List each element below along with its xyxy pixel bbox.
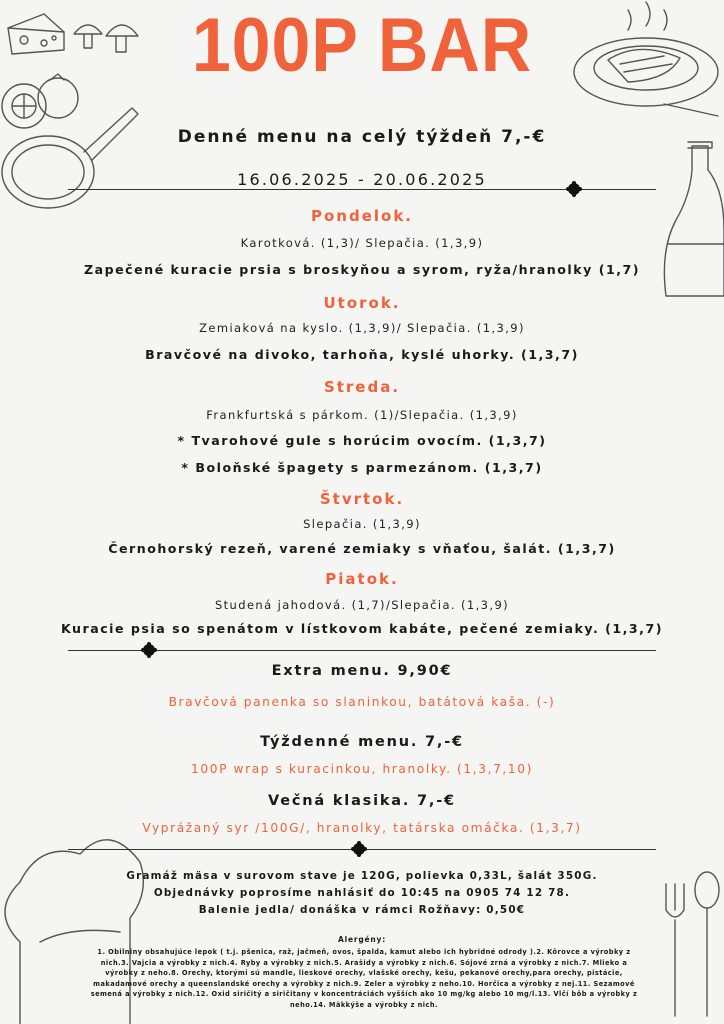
soup-friday: Studená jahodová. (1,7)/Slepačia. (1,3,9) bbox=[214, 598, 510, 612]
soup-monday: Karotková. (1,3)/ Slepačia. (1,3,9) bbox=[240, 236, 484, 250]
main-wednesday-2: * Boloňské špagety s parmezánom. (1,3,7) bbox=[181, 460, 543, 475]
menu-subtitle: Denné menu na celý týždeň 7,-€ bbox=[177, 127, 547, 147]
day-friday: Piatok. bbox=[325, 570, 399, 588]
weekly-menu-dish: 100P wrap s kuracinkou, hranolky. (1,3,7,10) bbox=[191, 762, 533, 776]
soup-thursday: Slepačia. (1,3,9) bbox=[303, 517, 421, 531]
day-thursday: Štvrtok. bbox=[319, 490, 405, 508]
info-packaging: Balenie jedla/ donáška v rámci Rožňavy: 0,50€ bbox=[198, 904, 526, 916]
extra-menu-heading: Extra menu. 9,90€ bbox=[271, 663, 453, 679]
divider-ornament bbox=[568, 183, 580, 195]
info-weights: Gramáž mäsa v surovom stave je 120G, polievka 0,33L, šalát 350G. bbox=[126, 870, 598, 882]
main-thursday: Černohorský rezeň, varené zemiaky s vňaťou, šalát. (1,3,7) bbox=[108, 541, 616, 556]
classic-menu-dish: Vyprážaný syr /100G/, hranolky, tatárska omáčka. (1,3,7) bbox=[142, 821, 582, 835]
day-wednesday: Streda. bbox=[323, 378, 401, 396]
day-monday: Pondelok. bbox=[310, 207, 413, 225]
info-orders: Objednávky poprosíme nahlásiť do 10:45 na 0905 74 12 78. bbox=[153, 887, 571, 899]
allergens-text: 1. Obilniny obsahujúce lepok ( t.j. pšenica, raž, jačmeň, ovos, špalda, kamut alebo ich hybridné odrody ).2. Kôrovce a výrobky z nich.3. Vajcia a výrobky z nich.4. Ryby a výrobky z nich.5. Arašidy a výrobky z nich.6. Sójové zrná a výrobky z nich.7. Mlieko a výrobky z neho.8. Orechy, ktorými sú mandle, lieskové orechy, vlašské orechy, kešu, pekanové orechy,para orechy, pistácie, makadamové orechy a queenslandské orechy a výrobky z nich.9. Zeler a výrobky z neho.10. Horčica a výrobky z nej.11. Sezamové semená a výrobky z nich.12. Oxid siričitý a siričitany v koncentráciách vyšších ako 10 mg/kg alebo 10 mg/l.13. Vlčí bôb a výrobky z neho.14. Mäkkýše a výrobky z nich. bbox=[90, 948, 638, 1009]
main-friday: Kuracie psia so spenátom v lístkovom kabáte, pečené zemiaky. (1,3,7) bbox=[60, 621, 663, 636]
classic-menu-heading: Večná klasika. 7,-€ bbox=[268, 793, 456, 809]
extra-menu-dish: Bravčová panenka so slaninkou, batátová kaša. (-) bbox=[168, 695, 556, 709]
date-range: 16.06.2025 - 20.06.2025 bbox=[237, 170, 487, 189]
weekly-menu-heading: Týždenné menu. 7,-€ bbox=[260, 734, 464, 750]
main-wednesday-1: * Tvarohové gule s horúcim ovocím. (1,3,7) bbox=[177, 433, 547, 448]
divider-ornament bbox=[143, 644, 155, 656]
allergens-title: Alergény: bbox=[337, 935, 387, 944]
day-tuesday: Utorok. bbox=[323, 294, 401, 312]
main-monday: Zapečené kuracie prsia s broskyňou a syrom, ryža/hranolky (1,7) bbox=[83, 262, 641, 277]
fork-icon bbox=[660, 880, 690, 1020]
divider-ornament bbox=[353, 843, 365, 855]
soup-tuesday: Zemiaková na kyslo. (1,3,9)/ Slepačia. (1,3,9) bbox=[199, 321, 525, 335]
page-title: 100P BAR bbox=[191, 3, 533, 88]
soup-wednesday: Frankfurtská s párkom. (1)/Slepačia. (1,3,9) bbox=[206, 408, 518, 422]
main-tuesday: Bravčové na divoko, tarhoňa, kyslé uhorky. (1,3,7) bbox=[145, 347, 579, 362]
frying-pan-icon bbox=[0, 100, 140, 220]
